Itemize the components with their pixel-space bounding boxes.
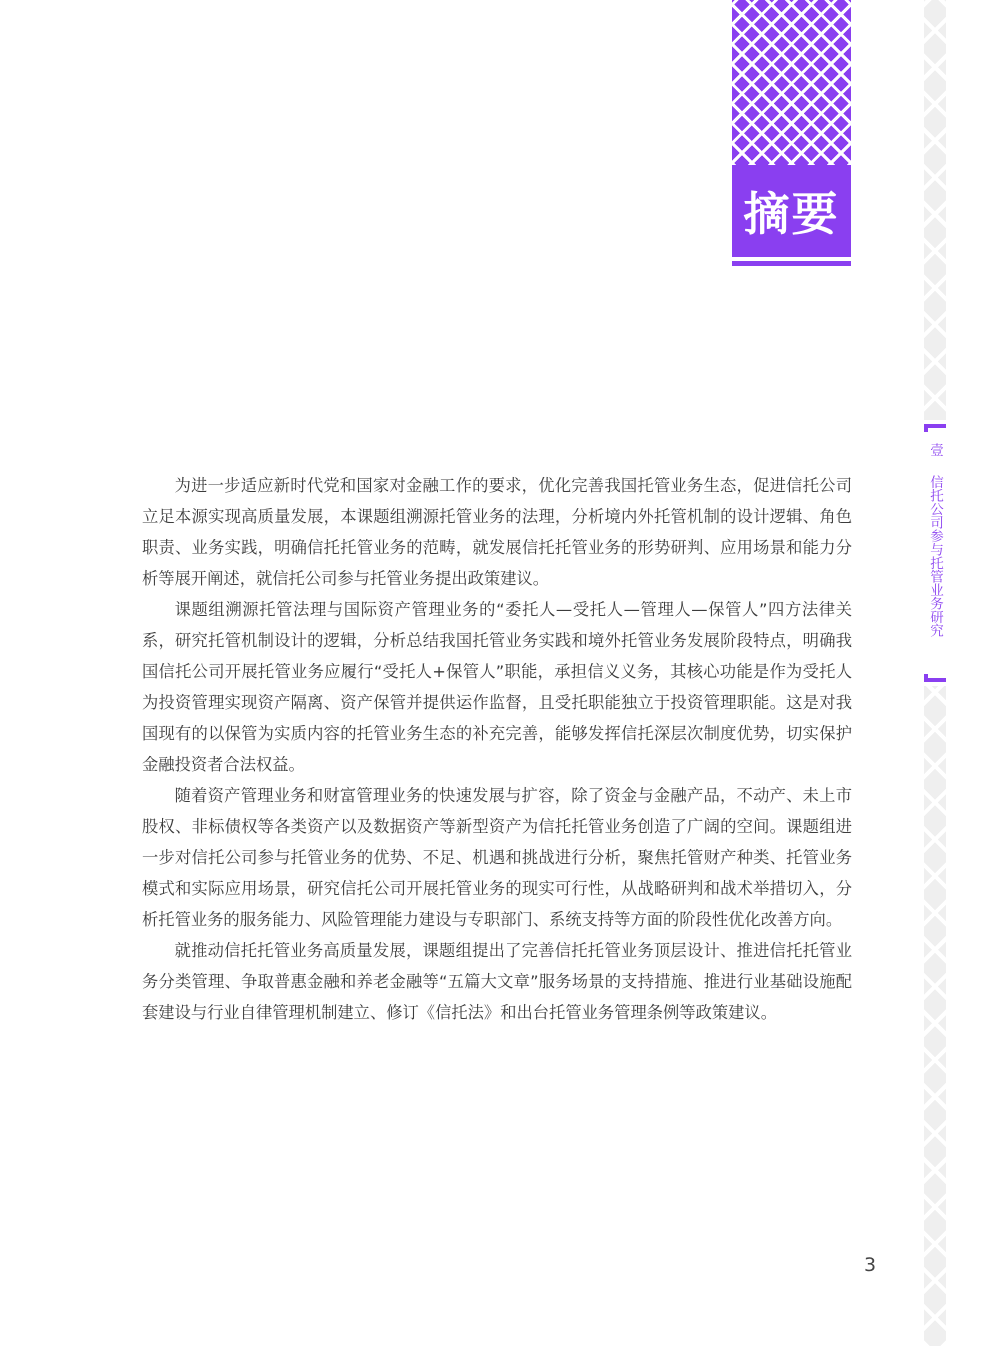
paragraph: 为进一步适应新时代党和国家对金融工作的要求，优化完善我国托管业务生态，促进信托公司立足本源实现高质量发展，本课题组溯源托管业务的法理，分析境内外托管机制的设计逻辑、角色职责、业务实践，明确信托托管业务的范畴，就发展信托托管业务的形势研判、应用场景和能力分析等展开阐述，就信托公司参与托管业务提出政策建议。 [142,476,852,588]
section-banner [732,0,851,266]
abstract-body [142,470,852,1028]
side-bracket-bottom [924,678,946,682]
banner-title-box [732,165,851,257]
page-number: 3 [863,1254,877,1276]
paragraph: 随着资产管理业务和财富管理业务的快速发展与扩容，除了资金与金融产品，不动产、未上市股权、非标债权等各类资产以及数据资产等新型资产为信托托管业务创造了广阔的空间。课题组进一步对信托公司参与托管业务的优势、不足、机遇和挑战进行分析，聚焦托管财产种类、托管业务模式和实际应用场景，研究信托公司开展托管业务的现实可行性，从战略研判和战术举措切入，分析托管业务的服务能力、风险管理能力建设与专职部门、系统支持等方面的阶段性优化改善方向。 [142,786,852,929]
banner-pattern [732,0,851,165]
banner-underline [732,261,851,266]
side-chapter-title: 信托公司参与托管业务研究 [927,474,943,637]
paragraph: 课题组溯源托管法理与国际资产管理业务的“委托人—受托人—管理人—保管人”四方法律关系，研究托管机制设计的逻辑，分析总结我国托管业务实践和境外托管业务发展阶段特点，明确我国信托公司开展托管业务应履行“受托人+保管人”职能，承担信义义务，其核心功能是作为受托人为投资管理实现资产隔离、资产保管并提供运作监督，且受托职能独立于投资管理职能。这是对我国现有的以保管为实质内容的托管业务生态的补充完善，能够发挥信托深层次制度优势，切实保护金融投资者合法权益。 [142,600,852,774]
side-chapter-label [924,443,946,637]
side-bracket-top [924,424,946,428]
section-title: 摘要 [743,187,840,241]
side-chapter-number: 壹 [927,443,943,457]
paragraph: 就推动信托托管业务高质量发展，课题组提出了完善信托托管业务顶层设计、推进信托托管业务分类管理、争取普惠金融和养老金融等“五篇大文章”服务场景的支持措施、推进行业基础设施配套建设与行业自律管理机制建立、修订《信托法》和出台托管业务管理条例等政策建议。 [142,941,852,1022]
